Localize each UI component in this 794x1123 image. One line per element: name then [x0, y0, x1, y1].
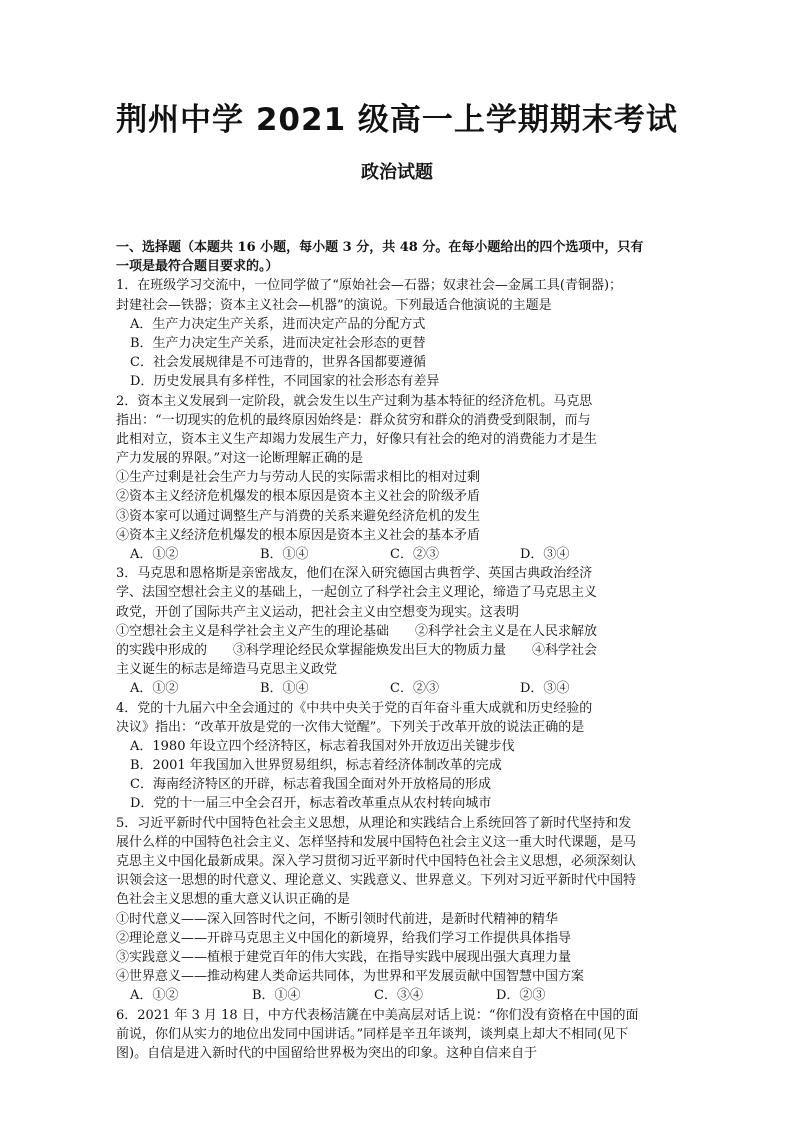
question-4-option-b: B．2001 年我国加入世界贸易组织，标志着经济体制改革的完成 [130, 758, 502, 774]
question-5-item-4: ④世界意义——推动构建人类命运共同体，为世界和平发展贡献中国智慧中国方案 [116, 969, 585, 985]
question-3-choice-a: A．①② [130, 681, 179, 697]
question-5-choices [116, 986, 676, 1005]
question-2-choice-c: C．②③ [390, 547, 439, 562]
question-5 [116, 814, 676, 1006]
question-4-stem-line: 决议》指出：“改革开放是党的一次伟大觉醒”。下列关于改革开放的说法正确的是 [116, 719, 585, 735]
question-5-choice-b: B．①④ [252, 988, 301, 1004]
question-2-choices [116, 545, 676, 564]
question-3-stem-line: 学、法国空想社会主义的基础上，一起创立了科学社会主义理论，缔造了马克思主义 [116, 585, 598, 601]
question-2-stem-line: 此相对立，资本主义生产却竭力发展生产力，好像只有社会的绝对的消费能力才是生 [116, 431, 598, 447]
question-3-stem-line: ①空想社会主义是科学社会主义产生的理论基础 ②科学社会主义是在人民求解放 [116, 623, 598, 639]
question-2-item-4: ④资本主义经济危机爆发的根本原因是资本主义社会的基本矛盾 [116, 527, 481, 543]
question-1-stem-line: 封建社会—铁器；资本主义社会—机器”的演说。下列最适合他演说的主题是 [116, 297, 552, 313]
question-1 [116, 276, 676, 391]
section-heading-line-1: 一、选择题（本题共 16 小题，每小题 3 分，共 48 分。在每小题给出的四个选项中，只有 [116, 240, 644, 255]
question-4-option-c: C．海南经济特区的开辟，标志着我国全面对外开放格局的形成 [130, 777, 491, 793]
question-1-option-b: B．生产力决定生产关系，进而决定社会形态的更替 [130, 335, 426, 351]
question-5-stem-line: 识领会这一思想的时代意义、理论意义、实践意义、世界意义。下列对习近平新时代中国特 [116, 873, 637, 889]
question-5-choice-a: A．①② [130, 988, 179, 1004]
question-4 [116, 699, 676, 814]
question-5-choice-c: C．③④ [374, 988, 423, 1004]
question-2-choice-d: D．③④ [520, 547, 570, 562]
question-3-choice-b: B．①④ [260, 681, 309, 697]
question-5-item-3: ③实践意义——植根于建党百年的伟大实践，在指导实践中展现出强大真理力量 [116, 949, 572, 965]
question-1-option-c: C．社会发展规律是不可违背的，世界各国都要遵循 [130, 355, 426, 371]
question-2-choice-b: B．①④ [260, 547, 309, 562]
question-3-choice-c: C．②③ [390, 681, 439, 697]
question-2-stem-line: 指出：“一切现实的危机的最终原因始终是：群众贫穷和群众的消费受到限制，而与 [116, 412, 591, 428]
question-2-item-2: ②资本主义经济危机爆发的根本原因是资本主义社会的阶级矛盾 [116, 489, 481, 505]
question-4-option-d: D．党的十一届三中全会召开，标志着改革重点从农村转向城市 [130, 796, 492, 812]
exam-content [116, 238, 676, 1063]
exam-title: 荆州中学 2021 级高一上学期期末考试 [116, 102, 678, 138]
question-2-stem-line: 2．资本主义发展到一定阶段，就会发生以生产过剩为基本特征的经济危机。马克思 [116, 393, 593, 409]
question-5-stem-line: 展什么样的中国特色社会主义、怎样坚持和发展中国特色社会主义这一重大时代课题，是马 [116, 834, 637, 850]
question-4-option-a: A．1980 年设立四个经济特区，标志着我国对外开放迈出关键步伐 [130, 738, 515, 754]
question-2-item-1: ①生产过剩是社会生产力与劳动人民的实际需求相比的相对过剩 [116, 470, 481, 486]
question-3-stem-line: 政党，开创了国际共产主义运动，把社会主义由空想变为现实。这表明 [116, 604, 520, 620]
question-1-option-d: D．历史发展具有多样性，不同国家的社会形态有差异 [130, 374, 440, 390]
exam-subtitle: 政治试题 [361, 162, 433, 183]
question-3 [116, 564, 676, 698]
question-3-stem-line: 3．马克思和恩格斯是亲密战友，他们在深入研究德国古典哲学、英国古典政治经济 [116, 566, 593, 582]
section-heading-line-2: 一项是最符合题目要求的。） [116, 259, 279, 275]
question-6-stem-line: 图)。自信是进入新时代的中国留给世界极为突出的印象。这种自信来自于 [116, 1045, 538, 1061]
question-5-stem-line: 色社会主义思想的重大意义认识正确的是 [116, 892, 351, 908]
question-3-choice-d: D．③④ [520, 681, 570, 697]
question-5-item-2: ②理论意义——开辟马克思主义中国化的新境界，给我们学习工作提供具体指导 [116, 930, 572, 946]
question-2-choice-a: A．①② [130, 547, 179, 562]
question-5-stem-line: 5．习近平新时代中国特色社会主义思想，从理论和实践结合上系统回答了新时代坚持和发 [116, 815, 632, 831]
question-1-stem-line: 1．在班级学习交流中，一位同学做了“原始社会—石器；奴隶社会—金属工具(青铜器)； [116, 278, 623, 294]
question-3-stem-line: 的实践中形成的 ③科学理论经民众掌握能焕发出巨大的物质力量 ④科学社会 [116, 642, 598, 658]
question-2-stem-line: 产力发展的界限。”对这一论断理解正确的是 [116, 451, 364, 467]
question-5-item-1: ①时代意义——深入回答时代之问，不断引领时代前进，是新时代精神的精华 [116, 911, 559, 927]
question-6 [116, 1006, 676, 1064]
question-1-option-a: A．生产力决定生产关系，进而决定产品的分配方式 [130, 316, 426, 332]
question-6-stem-line: 6．2021 年 3 月 18 日，中方代表杨洁篪在中美高层对话上说：“你们没有资格在中国的面 [116, 1007, 639, 1023]
question-6-stem-line: 前说，你们从实力的地位出发同中国讲话。”同样是辛丑年谈判，谈判桌上却大不相同(见下 [116, 1026, 629, 1042]
question-2-item-3: ③资本家可以通过调整生产与消费的关系来避免经济危机的发生 [116, 508, 481, 524]
question-2 [116, 392, 676, 565]
question-5-stem-line: 克思主义中国化最新成果。深入学习贯彻习近平新时代中国特色社会主义思想，必须深刻认 [116, 854, 637, 869]
question-3-choices [116, 679, 676, 698]
question-5-choice-d: D．②③ [496, 988, 546, 1004]
question-4-stem-line: 4．党的十九届六中全会通过的《中共中央关于党的百年奋斗重大成就和历史经验的 [116, 700, 593, 716]
question-3-stem-line: 主义诞生的标志是缔造马克思主义政党 [116, 662, 338, 678]
